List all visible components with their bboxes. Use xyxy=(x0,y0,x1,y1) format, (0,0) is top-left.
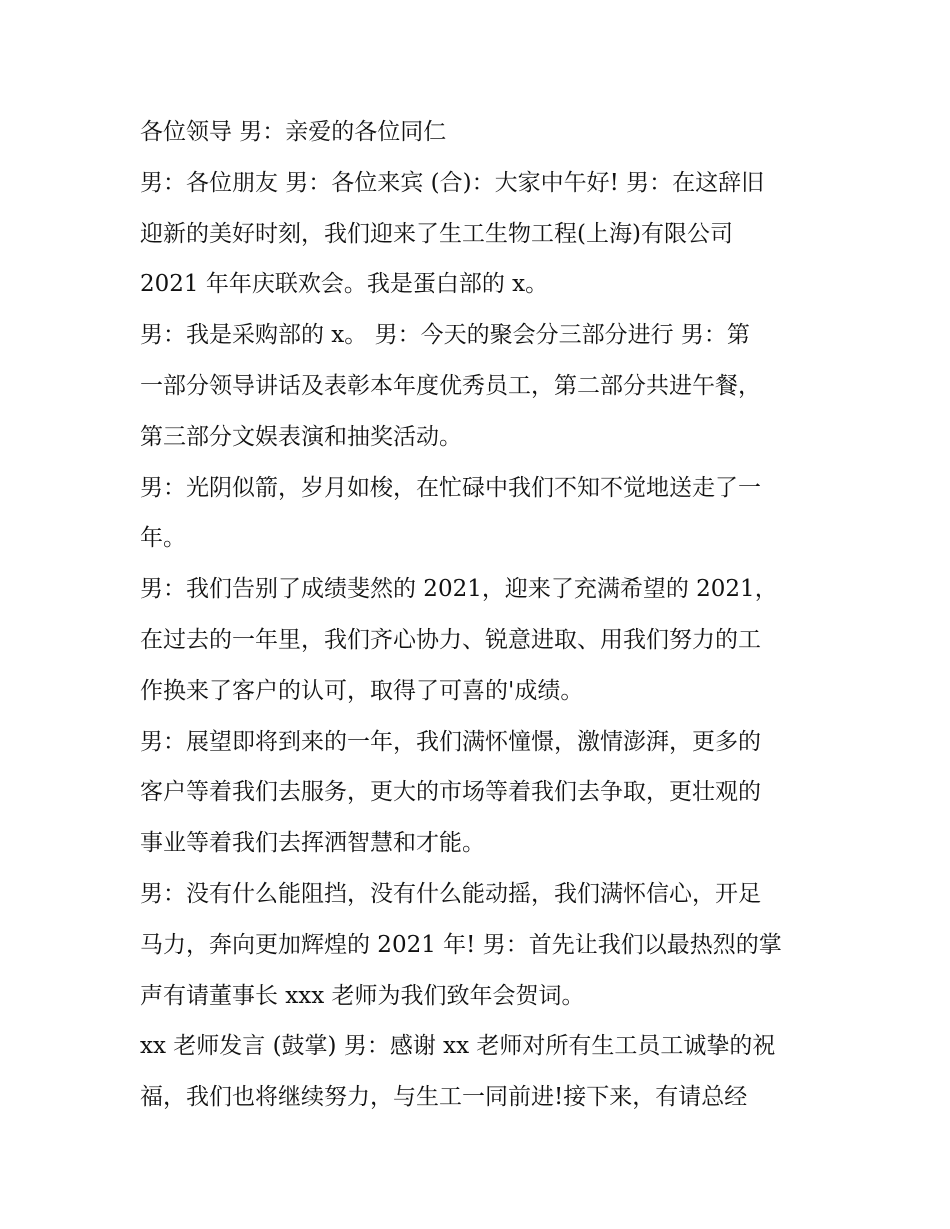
text-line-16: 男：没有什么能阻挡，没有什么能动摇，我们满怀信心，开足 xyxy=(140,880,761,907)
text-line-20: 福，我们也将继续努力，与生工一同前进!接下来，有请总经 xyxy=(140,1084,748,1111)
text-line-10: 男：我们告别了成绩斐然的 2021，迎来了充满希望的 2021， xyxy=(140,576,778,603)
text-line-14: 客户等着我们去服务，更大的市场等着我们去争取，更壮观的 xyxy=(140,779,761,806)
text-line-19: xx 老师发言 (鼓掌) 男：感谢 xx 老师对所有生工员工诚挚的祝 xyxy=(140,1033,776,1060)
text-line-11: 在过去的一年里，我们齐心协力、锐意进取、用我们努力的工 xyxy=(140,626,761,653)
text-line-6: 一部分领导讲话及表彰本年度优秀员工，第二部分共进午餐， xyxy=(140,372,761,399)
text-line-17: 马力，奔向更加辉煌的 2021 年! 男：首先让我们以最热烈的掌 xyxy=(140,931,782,958)
text-line-15: 事业等着我们去挥洒智慧和才能。 xyxy=(140,830,485,857)
text-line-2: 男：各位朋友 男：各位来宾 (合)：大家中午好! 男：在这辞旧 xyxy=(140,169,765,196)
text-line-9: 年。 xyxy=(140,525,186,552)
document-body xyxy=(140,107,820,1123)
text-line-3: 迎新的美好时刻，我们迎来了生工生物工程(上海)有限公司 xyxy=(140,220,733,247)
text-line-4: 2021 年年庆联欢会。我是蛋白部的 x。 xyxy=(140,271,549,298)
text-line-7: 第三部分文娱表演和抽奖活动。 xyxy=(140,423,462,450)
text-line-12: 作换来了客户的认可，取得了可喜的'成绩。 xyxy=(140,677,584,704)
text-line-5: 男：我是采购部的 x。 男：今天的聚会分三部分进行 男：第 xyxy=(140,322,750,349)
text-line-1: 各位领导 男：亲爱的各位同仁 xyxy=(140,119,447,145)
text-line-18: 声有请董事长 xxx 老师为我们致年会贺词。 xyxy=(140,982,585,1009)
text-line-8: 男：光阴似箭，岁月如梭，在忙碌中我们不知不觉地送走了一 xyxy=(140,474,761,501)
text-line-13: 男：展望即将到来的一年，我们满怀憧憬，激情澎湃，更多的 xyxy=(140,728,761,755)
